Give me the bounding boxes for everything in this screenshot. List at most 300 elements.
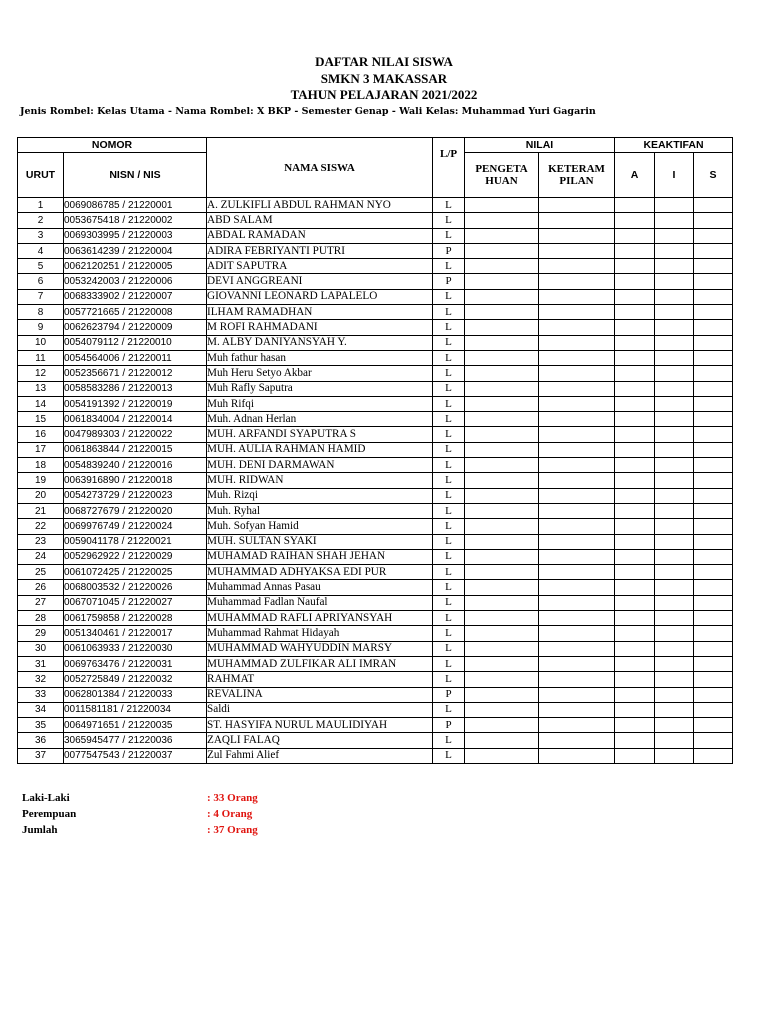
cell-a[interactable] <box>615 656 655 671</box>
cell-s[interactable] <box>694 687 733 702</box>
cell-s[interactable] <box>694 473 733 488</box>
row-lp: L <box>433 534 465 549</box>
header-a: A <box>615 153 655 198</box>
header-keaktifan: KEAKTIFAN <box>615 138 733 153</box>
cell-a[interactable] <box>615 458 655 473</box>
row-nama: DEVI ANGGREANI <box>207 274 433 289</box>
row-urut: 15 <box>18 412 64 427</box>
cell-i[interactable] <box>655 473 694 488</box>
row-nisn: 0068727679 / 21220020 <box>64 503 207 518</box>
cell-a[interactable] <box>615 534 655 549</box>
cell-a[interactable] <box>615 580 655 595</box>
header-lp: L/P <box>433 138 465 198</box>
cell-s[interactable] <box>694 733 733 748</box>
cell-a[interactable] <box>615 488 655 503</box>
row-nisn: 0061834004 / 21220014 <box>64 412 207 427</box>
cell-a[interactable] <box>615 473 655 488</box>
row-lp: L <box>433 366 465 381</box>
row-urut: 32 <box>18 672 64 687</box>
cell-i[interactable] <box>655 503 694 518</box>
row-urut: 33 <box>18 687 64 702</box>
row-nama: Muh. Adnan Herlan <box>207 412 433 427</box>
cell-i[interactable] <box>655 595 694 610</box>
cell-s[interactable] <box>694 381 733 396</box>
row-lp: L <box>433 396 465 411</box>
cell-pengetahuan[interactable] <box>465 488 539 503</box>
summary-value: : 33 Orang <box>207 792 258 804</box>
row-nisn: 0061759858 / 21220028 <box>64 611 207 626</box>
cell-i[interactable] <box>655 580 694 595</box>
header-nisn: NISN / NIS <box>64 153 207 198</box>
cell-pengetahuan[interactable] <box>465 396 539 411</box>
cell-pengetahuan[interactable] <box>465 595 539 610</box>
header-i: I <box>655 153 694 198</box>
cell-pengetahuan[interactable] <box>465 442 539 457</box>
cell-s[interactable] <box>694 396 733 411</box>
cell-i[interactable] <box>655 488 694 503</box>
table-row <box>18 259 733 274</box>
cell-pengetahuan[interactable] <box>465 213 539 228</box>
row-nisn: 0062801384 / 21220033 <box>64 687 207 702</box>
cell-s[interactable] <box>694 611 733 626</box>
cell-i[interactable] <box>655 442 694 457</box>
class-info: Jenis Rombel: Kelas Utama - Nama Rombel: X BKP - Semester Genap - Wali Kelas: Muhammad Yuri Gagarin <box>20 106 596 117</box>
cell-i[interactable] <box>655 305 694 320</box>
cell-pengetahuan[interactable] <box>465 702 539 717</box>
cell-s[interactable] <box>694 626 733 641</box>
row-lp: L <box>433 442 465 457</box>
cell-pengetahuan[interactable] <box>465 626 539 641</box>
cell-s[interactable] <box>694 641 733 656</box>
row-urut: 29 <box>18 626 64 641</box>
table-row <box>18 534 733 549</box>
row-nama: MUH. AULIA RAHMAN HAMID <box>207 442 433 457</box>
cell-s[interactable] <box>694 320 733 335</box>
cell-keterampilan[interactable] <box>539 565 615 580</box>
cell-i[interactable] <box>655 335 694 350</box>
cell-a[interactable] <box>615 687 655 702</box>
cell-a[interactable] <box>615 702 655 717</box>
cell-keterampilan[interactable] <box>539 350 615 365</box>
row-nisn: 0063614239 / 21220004 <box>64 243 207 258</box>
cell-a[interactable] <box>615 626 655 641</box>
cell-s[interactable] <box>694 366 733 381</box>
cell-s[interactable] <box>694 580 733 595</box>
row-nisn: 0063916890 / 21220018 <box>64 473 207 488</box>
cell-pengetahuan[interactable] <box>465 565 539 580</box>
cell-i[interactable] <box>655 549 694 564</box>
cell-a[interactable] <box>615 366 655 381</box>
cell-s[interactable] <box>694 274 733 289</box>
row-lp: L <box>433 748 465 763</box>
row-nisn: 0069976749 / 21220024 <box>64 519 207 534</box>
row-nama: MUHAMMAD RAFLI APRIYANSYAH <box>207 611 433 626</box>
cell-i[interactable] <box>655 748 694 763</box>
table-row <box>18 687 733 702</box>
cell-keterampilan[interactable] <box>539 626 615 641</box>
cell-a[interactable] <box>615 503 655 518</box>
row-nama: M. ALBY DANIYANSYAH Y. <box>207 335 433 350</box>
cell-pengetahuan[interactable] <box>465 580 539 595</box>
summary <box>22 792 322 840</box>
row-lp: L <box>433 198 465 213</box>
cell-keterampilan[interactable] <box>539 549 615 564</box>
cell-a[interactable] <box>615 641 655 656</box>
cell-a[interactable] <box>615 228 655 243</box>
row-nama: MUHAMMAD WAHYUDDIN MARSY <box>207 641 433 656</box>
cell-pengetahuan[interactable] <box>465 412 539 427</box>
cell-s[interactable] <box>694 565 733 580</box>
cell-keterampilan[interactable] <box>539 412 615 427</box>
cell-i[interactable] <box>655 565 694 580</box>
row-urut: 20 <box>18 488 64 503</box>
cell-keterampilan[interactable] <box>539 488 615 503</box>
table-row <box>18 305 733 320</box>
cell-a[interactable] <box>615 381 655 396</box>
row-urut: 2 <box>18 213 64 228</box>
cell-s[interactable] <box>694 213 733 228</box>
row-nisn: 0077547543 / 21220037 <box>64 748 207 763</box>
table-row <box>18 228 733 243</box>
header-nilai: NILAI <box>465 138 615 153</box>
cell-a[interactable] <box>615 718 655 733</box>
row-lp: L <box>433 549 465 564</box>
table-row <box>18 412 733 427</box>
cell-s[interactable] <box>694 198 733 213</box>
row-nisn: 0054839240 / 21220016 <box>64 458 207 473</box>
table-row <box>18 198 733 213</box>
cell-s[interactable] <box>694 259 733 274</box>
row-lp: L <box>433 656 465 671</box>
cell-s[interactable] <box>694 488 733 503</box>
table-row <box>18 335 733 350</box>
cell-s[interactable] <box>694 549 733 564</box>
cell-s[interactable] <box>694 412 733 427</box>
row-nisn: 0058583286 / 21220013 <box>64 381 207 396</box>
cell-pengetahuan[interactable] <box>465 366 539 381</box>
cell-a[interactable] <box>615 350 655 365</box>
cell-a[interactable] <box>615 565 655 580</box>
cell-s[interactable] <box>694 519 733 534</box>
row-lp: L <box>433 626 465 641</box>
cell-i[interactable] <box>655 702 694 717</box>
row-urut: 24 <box>18 549 64 564</box>
cell-pengetahuan[interactable] <box>465 503 539 518</box>
cell-a[interactable] <box>615 320 655 335</box>
cell-s[interactable] <box>694 335 733 350</box>
cell-pengetahuan[interactable] <box>465 687 539 702</box>
cell-i[interactable] <box>655 458 694 473</box>
cell-pengetahuan[interactable] <box>465 473 539 488</box>
cell-a[interactable] <box>615 442 655 457</box>
cell-i[interactable] <box>655 641 694 656</box>
row-lp: L <box>433 259 465 274</box>
cell-pengetahuan[interactable] <box>465 672 539 687</box>
cell-i[interactable] <box>655 534 694 549</box>
row-nisn: 0064971651 / 21220035 <box>64 718 207 733</box>
cell-i[interactable] <box>655 366 694 381</box>
table-row <box>18 381 733 396</box>
row-nama: GIOVANNI LEONARD LAPALELO <box>207 289 433 304</box>
cell-s[interactable] <box>694 656 733 671</box>
cell-keterampilan[interactable] <box>539 580 615 595</box>
cell-a[interactable] <box>615 335 655 350</box>
cell-pengetahuan[interactable] <box>465 656 539 671</box>
cell-keterampilan[interactable] <box>539 748 615 763</box>
cell-i[interactable] <box>655 611 694 626</box>
row-lp: L <box>433 702 465 717</box>
row-nama: Muhammad Annas Pasau <box>207 580 433 595</box>
cell-a[interactable] <box>615 748 655 763</box>
cell-keterampilan[interactable] <box>539 213 615 228</box>
cell-i[interactable] <box>655 198 694 213</box>
row-lp: L <box>433 519 465 534</box>
table-row <box>18 213 733 228</box>
header-pengetahuan <box>465 153 539 198</box>
cell-s[interactable] <box>694 595 733 610</box>
cell-i[interactable] <box>655 213 694 228</box>
table-row <box>18 611 733 626</box>
cell-pengetahuan[interactable] <box>465 274 539 289</box>
cell-pengetahuan[interactable] <box>465 641 539 656</box>
cell-a[interactable] <box>615 259 655 274</box>
cell-keterampilan[interactable] <box>539 641 615 656</box>
cell-pengetahuan[interactable] <box>465 305 539 320</box>
cell-keterampilan[interactable] <box>539 534 615 549</box>
row-lp: L <box>433 595 465 610</box>
cell-pengetahuan[interactable] <box>465 381 539 396</box>
header-keterampilan-line2: PILAN <box>559 175 594 187</box>
summary-perempuan <box>22 808 322 824</box>
cell-i[interactable] <box>655 396 694 411</box>
cell-pengetahuan[interactable] <box>465 228 539 243</box>
cell-keterampilan[interactable] <box>539 442 615 457</box>
row-nama: ILHAM RAMADHAN <box>207 305 433 320</box>
cell-keterampilan[interactable] <box>539 305 615 320</box>
table-row <box>18 733 733 748</box>
row-nama: Muh Rafly Saputra <box>207 381 433 396</box>
cell-s[interactable] <box>694 748 733 763</box>
row-nisn: 0011581181 / 21220034 <box>64 702 207 717</box>
cell-pengetahuan[interactable] <box>465 335 539 350</box>
row-urut: 5 <box>18 259 64 274</box>
cell-a[interactable] <box>615 305 655 320</box>
cell-keterampilan[interactable] <box>539 458 615 473</box>
cell-i[interactable] <box>655 350 694 365</box>
cell-keterampilan[interactable] <box>539 687 615 702</box>
cell-s[interactable] <box>694 289 733 304</box>
row-urut: 12 <box>18 366 64 381</box>
cell-s[interactable] <box>694 718 733 733</box>
cell-keterampilan[interactable] <box>539 228 615 243</box>
cell-s[interactable] <box>694 228 733 243</box>
table-row <box>18 718 733 733</box>
row-nisn: 0062623794 / 21220009 <box>64 320 207 335</box>
table-row <box>18 350 733 365</box>
cell-keterampilan[interactable] <box>539 243 615 258</box>
cell-pengetahuan[interactable] <box>465 198 539 213</box>
cell-a[interactable] <box>615 213 655 228</box>
row-urut: 7 <box>18 289 64 304</box>
cell-pengetahuan[interactable] <box>465 458 539 473</box>
cell-keterampilan[interactable] <box>539 611 615 626</box>
cell-s[interactable] <box>694 503 733 518</box>
cell-s[interactable] <box>694 427 733 442</box>
cell-keterampilan[interactable] <box>539 427 615 442</box>
cell-a[interactable] <box>615 519 655 534</box>
cell-keterampilan[interactable] <box>539 320 615 335</box>
cell-i[interactable] <box>655 259 694 274</box>
cell-keterampilan[interactable] <box>539 473 615 488</box>
cell-pengetahuan[interactable] <box>465 748 539 763</box>
row-nisn: 0069086785 / 21220001 <box>64 198 207 213</box>
cell-pengetahuan[interactable] <box>465 320 539 335</box>
cell-s[interactable] <box>694 672 733 687</box>
cell-i[interactable] <box>655 289 694 304</box>
table-row <box>18 702 733 717</box>
cell-keterampilan[interactable] <box>539 718 615 733</box>
row-urut: 17 <box>18 442 64 457</box>
row-urut: 9 <box>18 320 64 335</box>
row-nama: Muhammad Rahmat Hidayah <box>207 626 433 641</box>
cell-s[interactable] <box>694 534 733 549</box>
row-nisn: 0062120251 / 21220005 <box>64 259 207 274</box>
cell-keterampilan[interactable] <box>539 519 615 534</box>
cell-a[interactable] <box>615 427 655 442</box>
cell-i[interactable] <box>655 320 694 335</box>
cell-pengetahuan[interactable] <box>465 733 539 748</box>
row-urut: 13 <box>18 381 64 396</box>
cell-a[interactable] <box>615 733 655 748</box>
cell-a[interactable] <box>615 274 655 289</box>
row-nama: MUH. DENI DARMAWAN <box>207 458 433 473</box>
cell-s[interactable] <box>694 702 733 717</box>
cell-a[interactable] <box>615 412 655 427</box>
cell-keterampilan[interactable] <box>539 289 615 304</box>
cell-s[interactable] <box>694 442 733 457</box>
cell-a[interactable] <box>615 595 655 610</box>
cell-a[interactable] <box>615 672 655 687</box>
row-lp: P <box>433 687 465 702</box>
cell-pengetahuan[interactable] <box>465 427 539 442</box>
cell-s[interactable] <box>694 350 733 365</box>
cell-keterampilan[interactable] <box>539 198 615 213</box>
cell-i[interactable] <box>655 626 694 641</box>
cell-keterampilan[interactable] <box>539 672 615 687</box>
cell-keterampilan[interactable] <box>539 335 615 350</box>
row-nama: MUH. ARFANDI SYAPUTRA S <box>207 427 433 442</box>
cell-i[interactable] <box>655 656 694 671</box>
cell-s[interactable] <box>694 458 733 473</box>
cell-keterampilan[interactable] <box>539 503 615 518</box>
row-nama: Muh Rifqi <box>207 396 433 411</box>
row-nama: Muh. Ryhal <box>207 503 433 518</box>
cell-keterampilan[interactable] <box>539 274 615 289</box>
cell-i[interactable] <box>655 427 694 442</box>
table-row <box>18 565 733 580</box>
cell-i[interactable] <box>655 274 694 289</box>
cell-keterampilan[interactable] <box>539 733 615 748</box>
row-urut: 34 <box>18 702 64 717</box>
cell-s[interactable] <box>694 305 733 320</box>
cell-pengetahuan[interactable] <box>465 289 539 304</box>
school-name: SMKN 3 MAKASSAR <box>320 71 448 86</box>
cell-pengetahuan[interactable] <box>465 243 539 258</box>
row-nama: Muh. Sofyan Hamid <box>207 519 433 534</box>
cell-i[interactable] <box>655 672 694 687</box>
cell-pengetahuan[interactable] <box>465 611 539 626</box>
cell-i[interactable] <box>655 687 694 702</box>
row-urut: 31 <box>18 656 64 671</box>
summary-value: : 37 Orang <box>207 824 258 836</box>
row-lp: L <box>433 289 465 304</box>
cell-i[interactable] <box>655 733 694 748</box>
cell-keterampilan[interactable] <box>539 396 615 411</box>
table-row <box>18 488 733 503</box>
cell-keterampilan[interactable] <box>539 381 615 396</box>
cell-keterampilan[interactable] <box>539 595 615 610</box>
cell-pengetahuan[interactable] <box>465 519 539 534</box>
row-urut: 3 <box>18 228 64 243</box>
row-nama: ADIT SAPUTRA <box>207 259 433 274</box>
row-urut: 10 <box>18 335 64 350</box>
row-nisn: 0053242003 / 21220006 <box>64 274 207 289</box>
row-nisn: 0061063933 / 21220030 <box>64 641 207 656</box>
row-urut: 18 <box>18 458 64 473</box>
cell-i[interactable] <box>655 412 694 427</box>
table-row <box>18 243 733 258</box>
cell-a[interactable] <box>615 396 655 411</box>
cell-keterampilan[interactable] <box>539 259 615 274</box>
row-lp: L <box>433 458 465 473</box>
cell-a[interactable] <box>615 198 655 213</box>
cell-a[interactable] <box>615 243 655 258</box>
cell-pengetahuan[interactable] <box>465 534 539 549</box>
table-row <box>18 396 733 411</box>
header-nomor: NOMOR <box>18 138 207 153</box>
cell-keterampilan[interactable] <box>539 702 615 717</box>
row-urut: 1 <box>18 198 64 213</box>
cell-keterampilan[interactable] <box>539 366 615 381</box>
row-nisn: 0052962922 / 21220029 <box>64 549 207 564</box>
cell-pengetahuan[interactable] <box>465 549 539 564</box>
row-nama: ADIRA FEBRIYANTI PUTRI <box>207 243 433 258</box>
row-nama: MUH. RIDWAN <box>207 473 433 488</box>
cell-i[interactable] <box>655 243 694 258</box>
row-urut: 37 <box>18 748 64 763</box>
row-nisn: 0067071045 / 21220027 <box>64 595 207 610</box>
row-lp: L <box>433 488 465 503</box>
cell-i[interactable] <box>655 381 694 396</box>
row-urut: 35 <box>18 718 64 733</box>
cell-pengetahuan[interactable] <box>465 259 539 274</box>
cell-pengetahuan[interactable] <box>465 718 539 733</box>
cell-i[interactable] <box>655 228 694 243</box>
cell-a[interactable] <box>615 549 655 564</box>
cell-a[interactable] <box>615 289 655 304</box>
row-urut: 23 <box>18 534 64 549</box>
row-lp: L <box>433 412 465 427</box>
cell-i[interactable] <box>655 519 694 534</box>
table-row <box>18 748 733 763</box>
cell-s[interactable] <box>694 243 733 258</box>
row-lp: L <box>433 320 465 335</box>
cell-keterampilan[interactable] <box>539 656 615 671</box>
table-row <box>18 656 733 671</box>
cell-pengetahuan[interactable] <box>465 350 539 365</box>
cell-a[interactable] <box>615 611 655 626</box>
cell-i[interactable] <box>655 718 694 733</box>
